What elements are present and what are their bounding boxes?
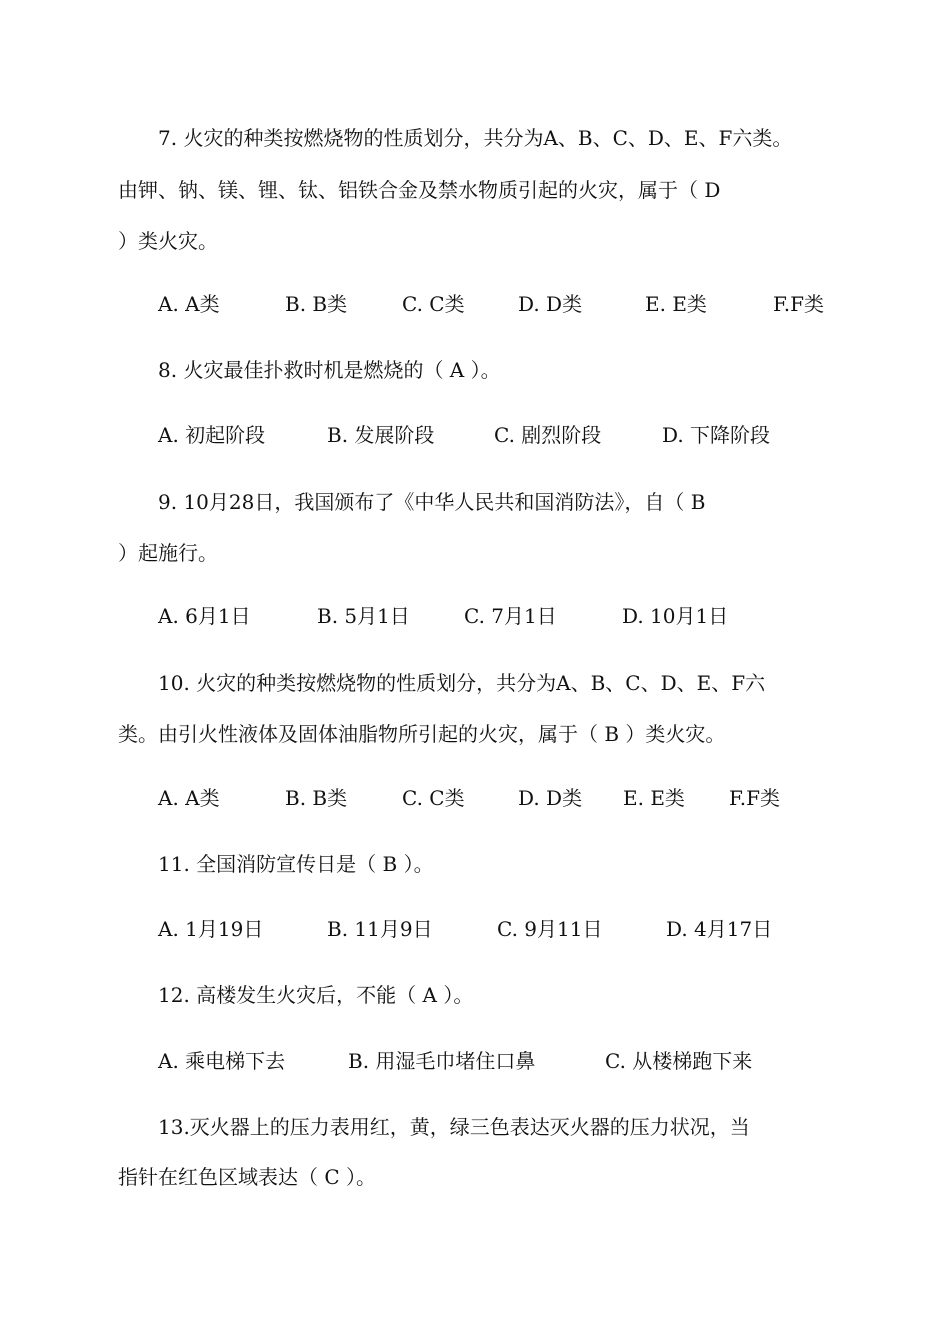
option-d: D. 下降阶段	[662, 423, 771, 447]
question-11-line-1: 11. 全国消防宣传日是（ B ）。	[158, 852, 434, 876]
option-b: B. 5月1日	[317, 604, 410, 628]
question-7-line-2: 由钾、钠、镁、锂、钛、铝铁合金及禁水物质引起的火灾，属于（ D	[118, 178, 721, 202]
option-c: C. 7月1日	[464, 604, 557, 628]
question-10-line-2: 类。由引火性液体及固体油脂物所引起的火灾，属于（ B ）类火灾。	[118, 722, 726, 746]
question-7-line-1: 7. 火灾的种类按燃烧物的性质划分，共分为A、B、C、D、E、F六类。	[158, 126, 793, 150]
question-8-line-1: 8. 火灾最佳扑救时机是燃烧的（ A ）。	[158, 358, 501, 382]
option-d: D. D类	[518, 786, 583, 810]
option-b: B. 用湿毛巾堵住口鼻	[348, 1049, 536, 1073]
question-9-line-2: ）起施行。	[118, 541, 218, 565]
option-b: B. 发展阶段	[327, 423, 435, 447]
option-a: A. A类	[158, 786, 220, 810]
option-a: A. A类	[158, 292, 220, 316]
option-d: D. 4月17日	[666, 917, 773, 941]
option-e: E. E类	[623, 786, 685, 810]
option-a: A. 1月19日	[158, 917, 264, 941]
option-b: B. 11月9日	[327, 917, 433, 941]
option-e: E. E类	[645, 292, 707, 316]
question-12-line-1: 12. 高楼发生火灾后，不能（ A ）。	[158, 983, 474, 1007]
option-c: C. C类	[402, 292, 465, 316]
option-c: C. 剧烈阶段	[494, 423, 602, 447]
option-a: A. 初起阶段	[158, 423, 266, 447]
option-c: C. 从楼梯跑下来	[605, 1049, 753, 1073]
option-b: B. B类	[285, 786, 348, 810]
option-c: C. C类	[402, 786, 465, 810]
question-9-line-1: 9. 10月28日，我国颁布了《中华人民共和国消防法》，自（ B	[158, 490, 706, 514]
option-d: D. 10月1日	[622, 604, 729, 628]
option-d: D. D类	[518, 292, 583, 316]
question-13-line-1: 13.灭火器上的压力表用红，黄，绿三色表达灭火器的压力状况，当	[158, 1115, 750, 1139]
option-a: A. 乘电梯下去	[158, 1049, 286, 1073]
question-7-line-3: ）类火灾。	[118, 229, 218, 253]
option-a: A. 6月1日	[158, 604, 251, 628]
option-f: F.F类	[773, 292, 824, 316]
question-10-line-1: 10. 火灾的种类按燃烧物的性质划分，共分为A、B、C、D、E、F六	[158, 671, 766, 695]
option-f: F.F类	[729, 786, 780, 810]
option-c: C. 9月11日	[497, 917, 603, 941]
option-b: B. B类	[285, 292, 348, 316]
question-13-line-2: 指针在红色区域表达（ C ）。	[118, 1165, 377, 1189]
